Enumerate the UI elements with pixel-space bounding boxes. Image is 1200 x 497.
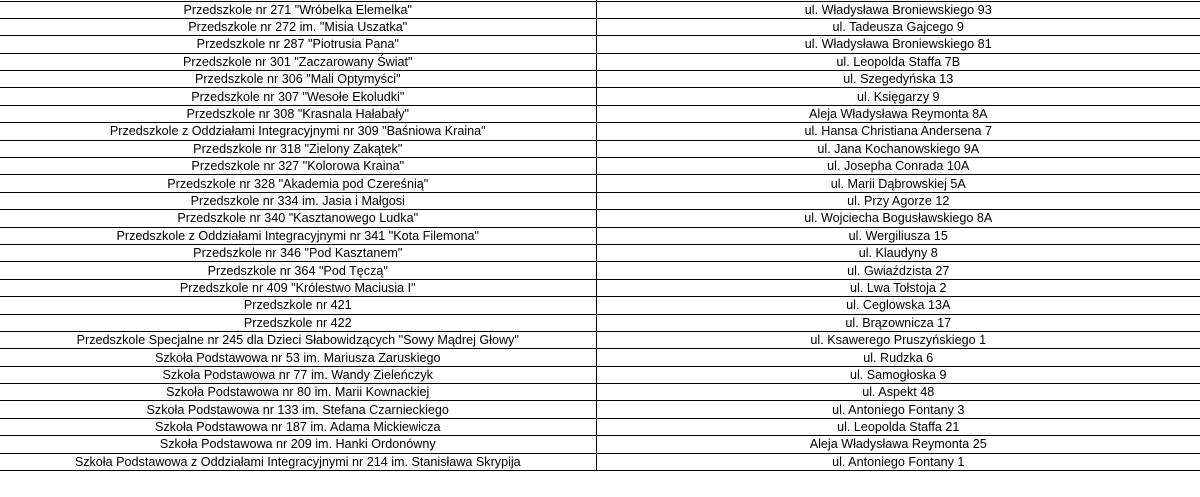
school-address-cell: ul. Władysława Broniewskiego 93 bbox=[596, 1, 1200, 18]
table-row bbox=[0, 401, 1200, 418]
school-address-cell: ul. Klaudyny 8 bbox=[596, 244, 1200, 261]
school-address-cell: ul. Przy Agorze 12 bbox=[596, 192, 1200, 209]
school-name-cell: Przedszkole nr 327 "Kolorowa Kraina" bbox=[0, 158, 596, 175]
school-name-cell: Przedszkole nr 340 "Kasztanowego Ludka" bbox=[0, 210, 596, 227]
school-address-cell: ul. Księgarzy 9 bbox=[596, 88, 1200, 105]
school-address-cell: ul. Rudzka 6 bbox=[596, 349, 1200, 366]
table-row bbox=[0, 18, 1200, 35]
school-address-cell: ul. Wergiliusza 15 bbox=[596, 227, 1200, 244]
table-row bbox=[0, 418, 1200, 435]
school-name-cell: Szkoła Podstawowa nr 133 im. Stefana Czarnieckiego bbox=[0, 401, 596, 418]
school-name-cell: Przedszkole nr 328 "Akademia pod Czereśnią" bbox=[0, 175, 596, 192]
school-name-cell: Przedszkole nr 364 "Pod Tęczą" bbox=[0, 262, 596, 279]
table-row bbox=[0, 1, 1200, 18]
table-row bbox=[0, 366, 1200, 383]
school-address-cell: ul. Gwiaździsta 27 bbox=[596, 262, 1200, 279]
school-name-cell: Przedszkole z Oddziałami Integracyjnymi nr 309 "Baśniowa Kraina" bbox=[0, 123, 596, 140]
school-address-cell: ul. Josepha Conrada 10A bbox=[596, 158, 1200, 175]
table-row bbox=[0, 158, 1200, 175]
school-address-cell: ul. Tadeusza Gajcego 9 bbox=[596, 18, 1200, 35]
school-address-cell: ul. Aspekt 48 bbox=[596, 384, 1200, 401]
table-row bbox=[0, 314, 1200, 331]
table-row bbox=[0, 123, 1200, 140]
table-row bbox=[0, 53, 1200, 70]
school-name-cell: Szkoła Podstawowa nr 187 im. Adama Mickiewicza bbox=[0, 418, 596, 435]
table-row bbox=[0, 297, 1200, 314]
table-row bbox=[0, 192, 1200, 209]
school-name-cell: Przedszkole z Oddziałami Integracyjnymi nr 341 "Kota Filemona" bbox=[0, 227, 596, 244]
table-row bbox=[0, 210, 1200, 227]
school-name-cell: Przedszkole nr 308 "Krasnala Hałabały" bbox=[0, 105, 596, 122]
table-row bbox=[0, 244, 1200, 261]
table-row bbox=[0, 453, 1200, 470]
school-address-cell: ul. Ceglowska 13A bbox=[596, 297, 1200, 314]
school-address-cell: ul. Hansa Christiana Andersena 7 bbox=[596, 123, 1200, 140]
school-address-cell: Aleja Władysława Reymonta 8A bbox=[596, 105, 1200, 122]
school-name-cell: Przedszkole nr 421 bbox=[0, 297, 596, 314]
school-name-cell: Szkoła Podstawowa nr 209 im. Hanki Ordonówny bbox=[0, 436, 596, 453]
school-name-cell: Przedszkole nr 271 "Wróbelka Elemelka" bbox=[0, 1, 596, 18]
table-row bbox=[0, 331, 1200, 348]
school-name-cell: Przedszkole nr 409 "Królestwo Maciusia I" bbox=[0, 279, 596, 296]
school-address-cell: ul. Lwa Tołstoja 2 bbox=[596, 279, 1200, 296]
table-row bbox=[0, 105, 1200, 122]
table-row bbox=[0, 279, 1200, 296]
school-address-cell: ul. Antoniego Fontany 1 bbox=[596, 453, 1200, 470]
table-row bbox=[0, 36, 1200, 53]
table-row bbox=[0, 175, 1200, 192]
school-address-cell: ul. Jana Kochanowskiego 9A bbox=[596, 140, 1200, 157]
school-name-cell: Przedszkole nr 287 "Piotrusia Pana" bbox=[0, 36, 596, 53]
school-name-cell: Przedszkole nr 301 "Zaczarowany Świat" bbox=[0, 53, 596, 70]
school-address-cell: ul. Szegedyńska 13 bbox=[596, 71, 1200, 88]
school-name-cell: Przedszkole nr 272 im. "Misia Uszatka" bbox=[0, 18, 596, 35]
table-row bbox=[0, 436, 1200, 453]
school-name-cell: Przedszkole nr 306 "Mali Optymyści" bbox=[0, 71, 596, 88]
school-name-cell: Szkoła Podstawowa nr 77 im. Wandy Zieleńczyk bbox=[0, 366, 596, 383]
table-row bbox=[0, 262, 1200, 279]
school-address-cell: ul. Leopolda Staffa 7B bbox=[596, 53, 1200, 70]
school-address-cell: ul. Samogłoska 9 bbox=[596, 366, 1200, 383]
school-name-cell: Przedszkole nr 422 bbox=[0, 314, 596, 331]
table-row bbox=[0, 71, 1200, 88]
school-name-cell: Szkoła Podstawowa z Oddziałami Integracyjnymi nr 214 im. Stanisława Skrypija bbox=[0, 453, 596, 470]
school-name-cell: Przedszkole nr 334 im. Jasia i Małgosi bbox=[0, 192, 596, 209]
school-address-cell: ul. Marii Dąbrowskiej 5A bbox=[596, 175, 1200, 192]
table-row bbox=[0, 384, 1200, 401]
table-row bbox=[0, 140, 1200, 157]
school-address-cell: ul. Ksawerego Pruszyńskiego 1 bbox=[596, 331, 1200, 348]
school-address-cell: ul. Brązownicza 17 bbox=[596, 314, 1200, 331]
school-name-cell: Przedszkole nr 307 "Wesołe Ekoludki" bbox=[0, 88, 596, 105]
table-row bbox=[0, 227, 1200, 244]
table-row bbox=[0, 349, 1200, 366]
school-address-cell: ul. Wojciecha Bogusławskiego 8A bbox=[596, 210, 1200, 227]
table-row bbox=[0, 88, 1200, 105]
school-address-cell: Aleja Władysława Reymonta 25 bbox=[596, 436, 1200, 453]
school-address-cell: ul. Leopolda Staffa 21 bbox=[596, 418, 1200, 435]
school-name-cell: Szkoła Podstawowa nr 53 im. Mariusza Zaruskiego bbox=[0, 349, 596, 366]
school-name-cell: Szkoła Podstawowa nr 80 im. Marii Kownackiej bbox=[0, 384, 596, 401]
school-address-cell: ul. Antoniego Fontany 3 bbox=[596, 401, 1200, 418]
school-name-cell: Przedszkole Specjalne nr 245 dla Dzieci Słabowidzących "Sowy Mądrej Głowy" bbox=[0, 331, 596, 348]
school-address-cell: ul. Władysława Broniewskiego 81 bbox=[596, 36, 1200, 53]
school-name-cell: Przedszkole nr 318 "Zielony Zakątek" bbox=[0, 140, 596, 157]
school-name-cell: Przedszkole nr 346 "Pod Kasztanem" bbox=[0, 244, 596, 261]
